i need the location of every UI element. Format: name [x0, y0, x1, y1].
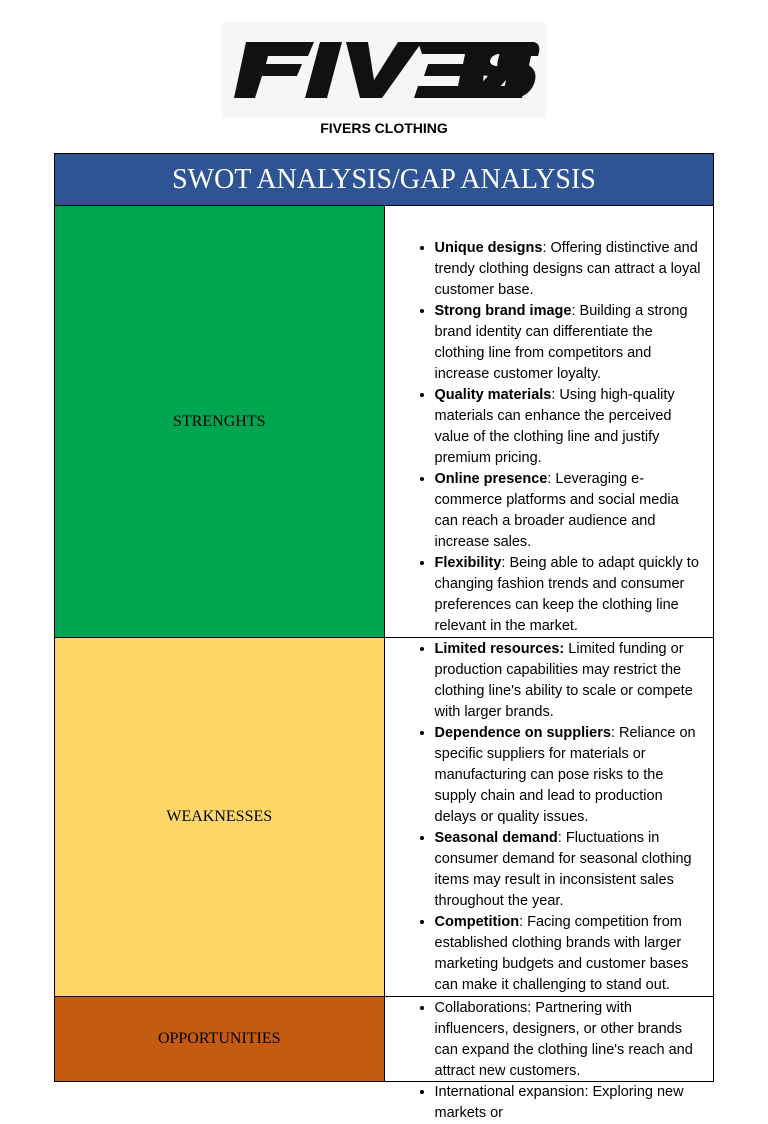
- logo-letter-i: [305, 42, 342, 98]
- item-text: : Reliance on specific suppliers for materials or manufacturing can pose risks to the supply chain and lead to production delays or quality issues.: [434, 725, 696, 825]
- logo-letter-f: [234, 42, 314, 98]
- strengths-row: [55, 206, 714, 638]
- item-text: Collaborations: Partnering with influencers, designers, or other brands can expand the clothing line's reach and attract new customers.: [434, 1000, 693, 1079]
- brand-logo: [222, 22, 546, 118]
- list-item: [435, 912, 706, 996]
- strengths-list: [385, 206, 714, 637]
- item-term: Strong brand image: [434, 303, 572, 319]
- item-term: Dependence on suppliers: [434, 725, 611, 741]
- item-text: : Being able to adapt quickly to changing fashion trends and consumer preferences can keep the clothing line relevant in the market.: [434, 555, 699, 634]
- item-term: Competition: [434, 914, 520, 930]
- brand-logo-graphic: [222, 22, 546, 118]
- table-title: SWOT ANALYSIS/GAP ANALYSIS: [55, 154, 714, 206]
- item-text: : Offering distinctive and trendy clothing designs can attract a loyal customer base.: [434, 240, 701, 298]
- strengths-content: [384, 206, 714, 638]
- logo-letter-v: [346, 42, 422, 98]
- list-item: [435, 553, 706, 637]
- opportunities-list: [385, 997, 714, 1124]
- item-text: : Using high-quality materials can enhance the perceived value of the clothing line and justify premium pricing.: [434, 387, 675, 466]
- list-item: [435, 469, 706, 553]
- list-item: [435, 238, 706, 301]
- list-item: [435, 828, 706, 912]
- weaknesses-row: [55, 638, 714, 997]
- list-item: [435, 723, 706, 828]
- opportunities-clip: [385, 997, 714, 1121]
- company-subtitle: FIVERS CLOTHING: [320, 120, 448, 136]
- item-term: Quality materials: [434, 387, 552, 403]
- item-text: : Facing competition from established clothing brands with larger marketing budgets and customer bases can make it challenging to stand out.: [434, 914, 689, 993]
- strengths-label: STRENGHTS: [55, 206, 385, 638]
- list-item: [435, 1082, 706, 1124]
- item-term: Flexibility: [434, 555, 502, 571]
- item-text: : Fluctuations in consumer demand for seasonal clothing items may result in inconsistent sales throughout the year.: [434, 830, 692, 909]
- item-text: Limited funding or production capabilities may restrict the clothing line's ability to scale or compete with larger brands.: [434, 641, 693, 720]
- opportunities-content: [384, 997, 714, 1121]
- item-term: Online presence: [434, 471, 548, 487]
- item-text: : Leveraging e-commerce platforms and social media can reach a broader audience and increase sales.: [434, 471, 679, 550]
- list-item: [435, 301, 706, 385]
- list-item: [435, 385, 706, 469]
- item-term: Unique designs: [434, 240, 543, 256]
- swot-table: [54, 153, 714, 1121]
- item-term: Seasonal demand: [434, 830, 558, 846]
- item-term: Limited resources:: [434, 641, 565, 657]
- opportunities-label: OPPORTUNITIES: [55, 997, 385, 1082]
- list-item: [435, 639, 706, 723]
- item-text: : Building a strong brand identity can differentiate the clothing line from competitors and increase customer loyalty.: [434, 303, 688, 382]
- weaknesses-content: [384, 638, 714, 997]
- opportunities-row: [55, 997, 714, 1082]
- list-item: [435, 998, 706, 1082]
- weaknesses-list: [385, 638, 714, 996]
- weaknesses-label: WEAKNESSES: [55, 638, 385, 997]
- item-text: International expansion: Exploring new markets or: [434, 1084, 684, 1121]
